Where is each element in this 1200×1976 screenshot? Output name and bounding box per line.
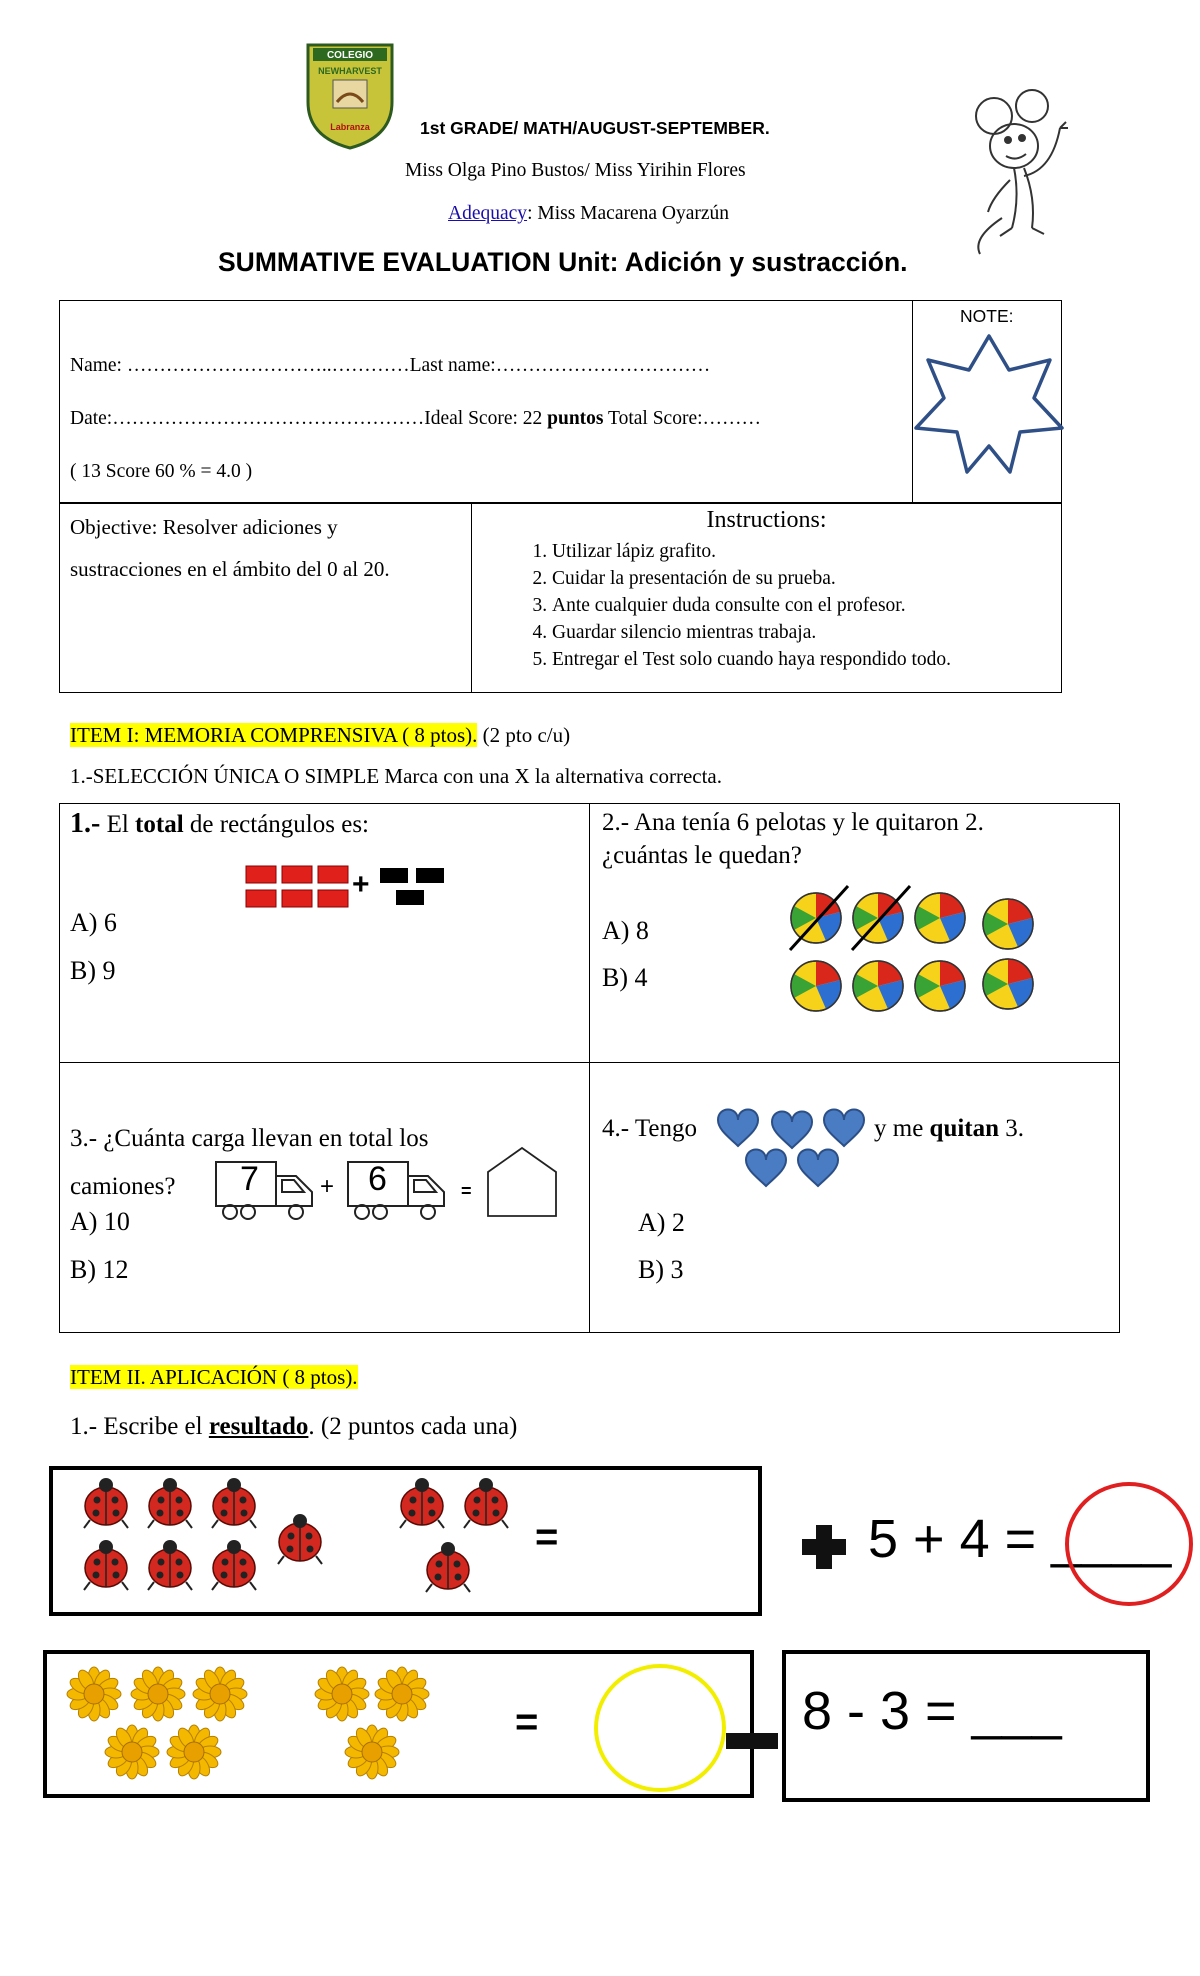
q2-line-2: ¿cuántas le quedan? (602, 842, 802, 869)
logo-text-2: NEWHARVEST (318, 66, 382, 76)
grade-line: 1st GRADE/ MATH/AUGUST-SEPTEMBER. (420, 118, 770, 138)
q2-option-b[interactable]: B) 4 (602, 963, 648, 992)
date-field[interactable] (70, 408, 761, 430)
instruction-item: 3. Ante cualquier duda consulte con el profesor. (552, 592, 951, 619)
instructions-title: Instructions: (706, 507, 827, 533)
truck-1-load: 7 (240, 1160, 259, 1198)
truck-2-load: 6 (368, 1160, 387, 1198)
q1-number: 1.- (70, 808, 101, 839)
date-line-c: Total Score:……… (603, 408, 762, 429)
page-title: SUMMATIVE EVALUATION Unit: Adición y sustracción. (218, 247, 908, 277)
ladybug-equals: = (535, 1515, 559, 1559)
eq2-blank[interactable]: ___ (971, 1681, 1062, 1741)
item2-subheading (70, 1413, 517, 1441)
yellow-answer-circle[interactable] (594, 1664, 726, 1792)
puntos-word: puntos (547, 408, 604, 429)
q3-line-1: 3.- ¿Cuánta carga llevan en total los (70, 1125, 429, 1152)
q4-option-b[interactable]: B) 3 (638, 1255, 684, 1284)
item2-sub-pre: 1.- Escribe el (70, 1413, 209, 1440)
item1-subheading: 1.-SELECCIÓN ÚNICA O SIMPLE Marca con una X la alternativa correcta. (70, 764, 722, 788)
adequacy-link[interactable]: Adequacy (448, 203, 528, 224)
objective-line-2: sustracciones en el ámbito del 0 al 20. (70, 557, 390, 581)
q3-option-b[interactable]: B) 12 (70, 1255, 129, 1284)
q2-option-a[interactable]: A) 8 (602, 916, 649, 945)
eq1-blank[interactable]: ____ (1051, 1509, 1172, 1569)
instruction-item: 2. Cuidar la presentación de su prueba. (552, 565, 951, 592)
q4-post: 3. (999, 1115, 1025, 1142)
q3-equals: = (461, 1181, 472, 1201)
q1-plus: + (352, 868, 370, 901)
note-label: NOTE: (960, 306, 1014, 326)
instruction-item: 1. Utilizar lápiz grafito. (552, 538, 951, 565)
question-2 (602, 806, 984, 872)
flower-equals: = (515, 1700, 539, 1744)
q4-mid: y me (874, 1115, 930, 1142)
q3-plus: + (320, 1173, 335, 1200)
plus-icon (800, 1523, 848, 1571)
ladybugs-picture (70, 1474, 530, 1606)
teachers-line: Miss Olga Pino Bustos/ Miss Yirihin Flores (405, 160, 746, 181)
adequacy-line (448, 203, 729, 225)
objective-text (70, 506, 390, 590)
logo-text-3: Labranza (330, 122, 370, 132)
name-field[interactable]: Name: …………………………..…………Last name:…………………………… (70, 355, 711, 376)
red-answer-circle[interactable] (1065, 1482, 1193, 1606)
q3-line-2: camiones? (70, 1173, 176, 1200)
question-4-pre: 4.- Tengo (602, 1115, 697, 1142)
instruction-item: 4. Guardar silencio mientras trabaja. (552, 619, 951, 646)
q1-option-b[interactable]: B) 9 (70, 956, 116, 985)
subtraction-equation (802, 1680, 1062, 1742)
q4-bold: quitan (929, 1115, 1000, 1142)
item1-heading-text: ITEM I: MEMORIA COMPRENSIVA ( 8 ptos). (70, 723, 478, 747)
instruction-item: 5. Entregar el Test solo cuando haya respondido todo. (552, 646, 951, 673)
school-logo (305, 42, 395, 150)
item1-points: (2 pto c/u) (477, 723, 571, 747)
item2-sub-bold: resultado (208, 1413, 309, 1440)
note-star (910, 330, 1070, 480)
objective-line-1: Objective: Resolver adiciones y (70, 515, 338, 539)
truck-2 (344, 1160, 448, 1222)
eq1-text: 5 + 4 = (868, 1509, 1052, 1569)
q1-pre: El (100, 811, 136, 838)
flowers-picture (60, 1660, 460, 1786)
instructions-list (516, 538, 951, 673)
hearts-picture (714, 1106, 874, 1190)
item2-sub-post: . (2 puntos cada una) (308, 1413, 518, 1440)
grid-horizontal-divider (59, 1062, 1120, 1063)
q1-bold: total (135, 811, 184, 838)
balls-picture (786, 888, 1046, 1020)
grid-vertical-divider (589, 803, 590, 1333)
date-line-a: Date:…………………………………………Ideal Score: 22 (70, 408, 548, 429)
q4-option-a[interactable]: A) 2 (638, 1208, 685, 1237)
q1-post: de rectángulos es: (183, 811, 370, 838)
q2-line-1: 2.- Ana tenía 6 pelotas y le quitaron 2. (602, 809, 984, 836)
item1-heading (70, 723, 570, 748)
question-1 (70, 808, 369, 840)
q3-option-a[interactable]: A) 10 (70, 1207, 130, 1236)
score-line: ( 13 Score 60 % = 4.0 ) (70, 461, 253, 482)
item2-heading (70, 1365, 358, 1390)
answer-house[interactable] (484, 1146, 560, 1218)
eq2-text: 8 - 3 = (802, 1681, 972, 1741)
q1-option-a[interactable]: A) 6 (70, 908, 117, 937)
truck-1 (212, 1160, 316, 1222)
adequacy-text: : Miss Macarena Oyarzún (527, 203, 730, 224)
mouse-cartoon (962, 88, 1082, 258)
item2-heading-text: ITEM II. APLICACIÓN ( 8 ptos). (70, 1365, 358, 1389)
minus-icon (726, 1733, 778, 1749)
logo-text-1: COLEGIO (326, 50, 374, 61)
question-4-post (874, 1115, 1024, 1143)
